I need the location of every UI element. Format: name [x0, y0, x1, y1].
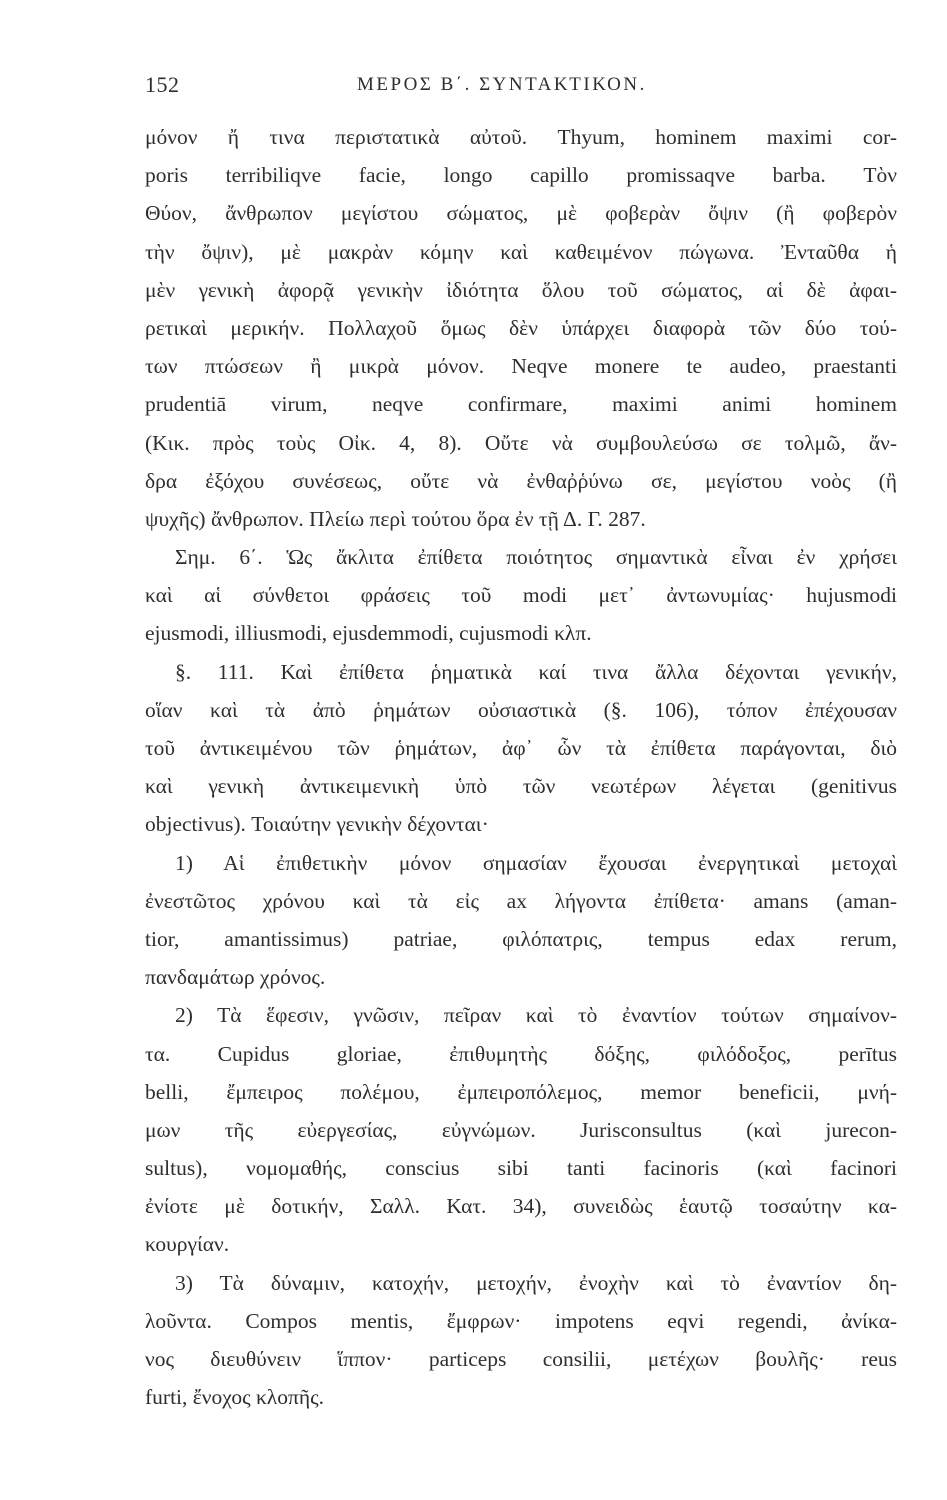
text-line: λοῦντα. Compos mentis, ἔμφρων· impotens eqvi regendi, ἀνίκα-: [145, 1308, 897, 1333]
note-line: ejusmodi, illiusmodi, ejusdemmodi, cujusmodi κλπ.: [145, 621, 592, 646]
text-line: των πτώσεων ἢ μικρὰ μόνον. Neqve monere te audeo, praestanti: [145, 354, 897, 379]
page-header: [145, 72, 897, 106]
running-head: ΜΕΡΟΣ Β΄. ΣΥΝΤΑΚΤΙΚΟΝ.: [357, 74, 647, 95]
list-item-line: 1) Αἱ ἐπιθετικὴν μόνον σημασίαν ἔχουσαι ἐνεργητικαὶ μετοχαὶ: [175, 850, 897, 875]
text-line: καὶ γενικὴ ἀντικειμενικὴ ὑπὸ τῶν νεωτέρων λέγεται (genitivus: [145, 774, 897, 799]
text-line: νος διευθύνειν ἵππον· particeps consilii, μετέχων βουλῆς· reus: [145, 1347, 897, 1371]
text-line: κουργίαν.: [145, 1232, 230, 1257]
text-line: οἵαν καὶ τὰ ἀπὸ ῥημάτων οὐσιαστικὰ (§. 106), τόπον ἐπέχουσαν: [145, 697, 897, 722]
text-line: furti, ἔνοχος κλοπῆς.: [145, 1385, 324, 1410]
text-line: μων τῆς εὐεργεσίας, εὐγνώμων. Jurisconsultus (καὶ jurecon-: [145, 1117, 897, 1142]
text-line: πανδαμάτωρ χρόνος.: [145, 965, 326, 990]
text-line: δρα ἐξόχου συνέσεως, οὔτε νὰ ἐνθαῤῥύνω σε, μεγίστου νοὸς (ἢ: [145, 468, 897, 493]
section-heading-line: §. 111. Καὶ ἐπίθετα ῥηματικὰ καί τινα ἄλλα δέχονται γενικήν,: [175, 659, 897, 684]
text-line: ψυχῆς) ἄνθρωπον. Πλείω περὶ τούτου ὅρα ἐν τῇ Δ. Γ. 287.: [145, 506, 646, 531]
text-line: μόνον ἤ τινα περιστατικὰ αὐτοῦ. Thyum, hominem maximi cor-: [145, 125, 897, 149]
text-line: sultus), νομομαθής, conscius sibi tanti facinoris (καὶ facinori: [145, 1156, 897, 1181]
text-line: poris terribiliqve facie, longo capillo promissaqve barba. Τὸν: [145, 163, 897, 188]
note-line: καὶ αἱ σύνθετοι φράσεις τοῦ modi μετ᾽ ἀντωνυμίας· hujusmodi: [145, 583, 897, 608]
text-line: τοῦ ἀντικειμένου τῶν ῥημάτων, ἀφ᾽ ὧν τὰ ἐπίθετα παράγονται, διὸ: [145, 736, 897, 760]
page-number: 152: [145, 72, 180, 97]
text-line: τὴν ὄψιν), μὲ μακρὰν κόμην καὶ καθειμένον πώγωνα. Ἐνταῦθα ἡ: [145, 239, 897, 264]
text-line: τα. Cupidus gloriae, ἐπιθυμητὴς δόξης, φιλόδοξος, perītus: [145, 1041, 897, 1066]
list-item-line: 3) Τὰ δύναμιν, κατοχήν, μετοχήν, ἐνοχὴν καὶ τὸ ἐναντίον δη-: [175, 1270, 897, 1295]
text-line: Θύον, ἄνθρωπον μεγίστου σώματος, μὲ φοβερὰν ὄψιν (ἢ φοβερὸν: [145, 201, 897, 226]
list-item-line: 2) Τὰ ἕφεσιν, γνῶσιν, πεῖραν καὶ τὸ ἐναντίον τούτων σημαίνον-: [175, 1003, 897, 1028]
text-line: ρετικαὶ μερικήν. Πολλαχοῦ ὅμως δὲν ὑπάρχει διαφορὰ τῶν δύο τού-: [145, 315, 897, 340]
text-line: ἐνεστῶτος χρόνου καὶ τὰ εἰς ax λήγοντα ἐπίθετα· amans (aman-: [145, 888, 897, 913]
note-line: Σημ. 6΄. Ὡς ἄκλιτα ἐπίθετα ποιότητος σημαντικὰ εἶναι ἐν χρήσει: [175, 545, 897, 570]
text-line: objectivus). Τοιαύτην γενικὴν δέχονται·: [145, 812, 489, 837]
text-line: prudentiā virum, neqve confirmare, maximi animi hominem: [145, 392, 897, 417]
text-line: belli, ἔμπειρος πολέμου, ἐμπειροπόλεμος, memor beneficii, μνή-: [145, 1079, 897, 1104]
text-line: μὲν γενικὴ ἀφορᾷ γενικὴν ἰδιότητα ὅλου τοῦ σώματος, αἱ δὲ ἀφαι-: [145, 277, 897, 302]
text-line: tior, amantissimus) patriae, φιλόπατρις, tempus edax rerum,: [145, 926, 897, 951]
text-line: ἐνίοτε μὲ δοτικήν, Σαλλ. Κατ. 34), συνειδὼς ἑαυτῷ τοσαύτην κα-: [145, 1194, 897, 1219]
body-text: [145, 118, 897, 1416]
text-line: (Κικ. πρὸς τοὺς Οἰκ. 4, 8). Οὔτε νὰ συμβουλεύσω σε τολμῶ, ἄν-: [145, 430, 897, 455]
